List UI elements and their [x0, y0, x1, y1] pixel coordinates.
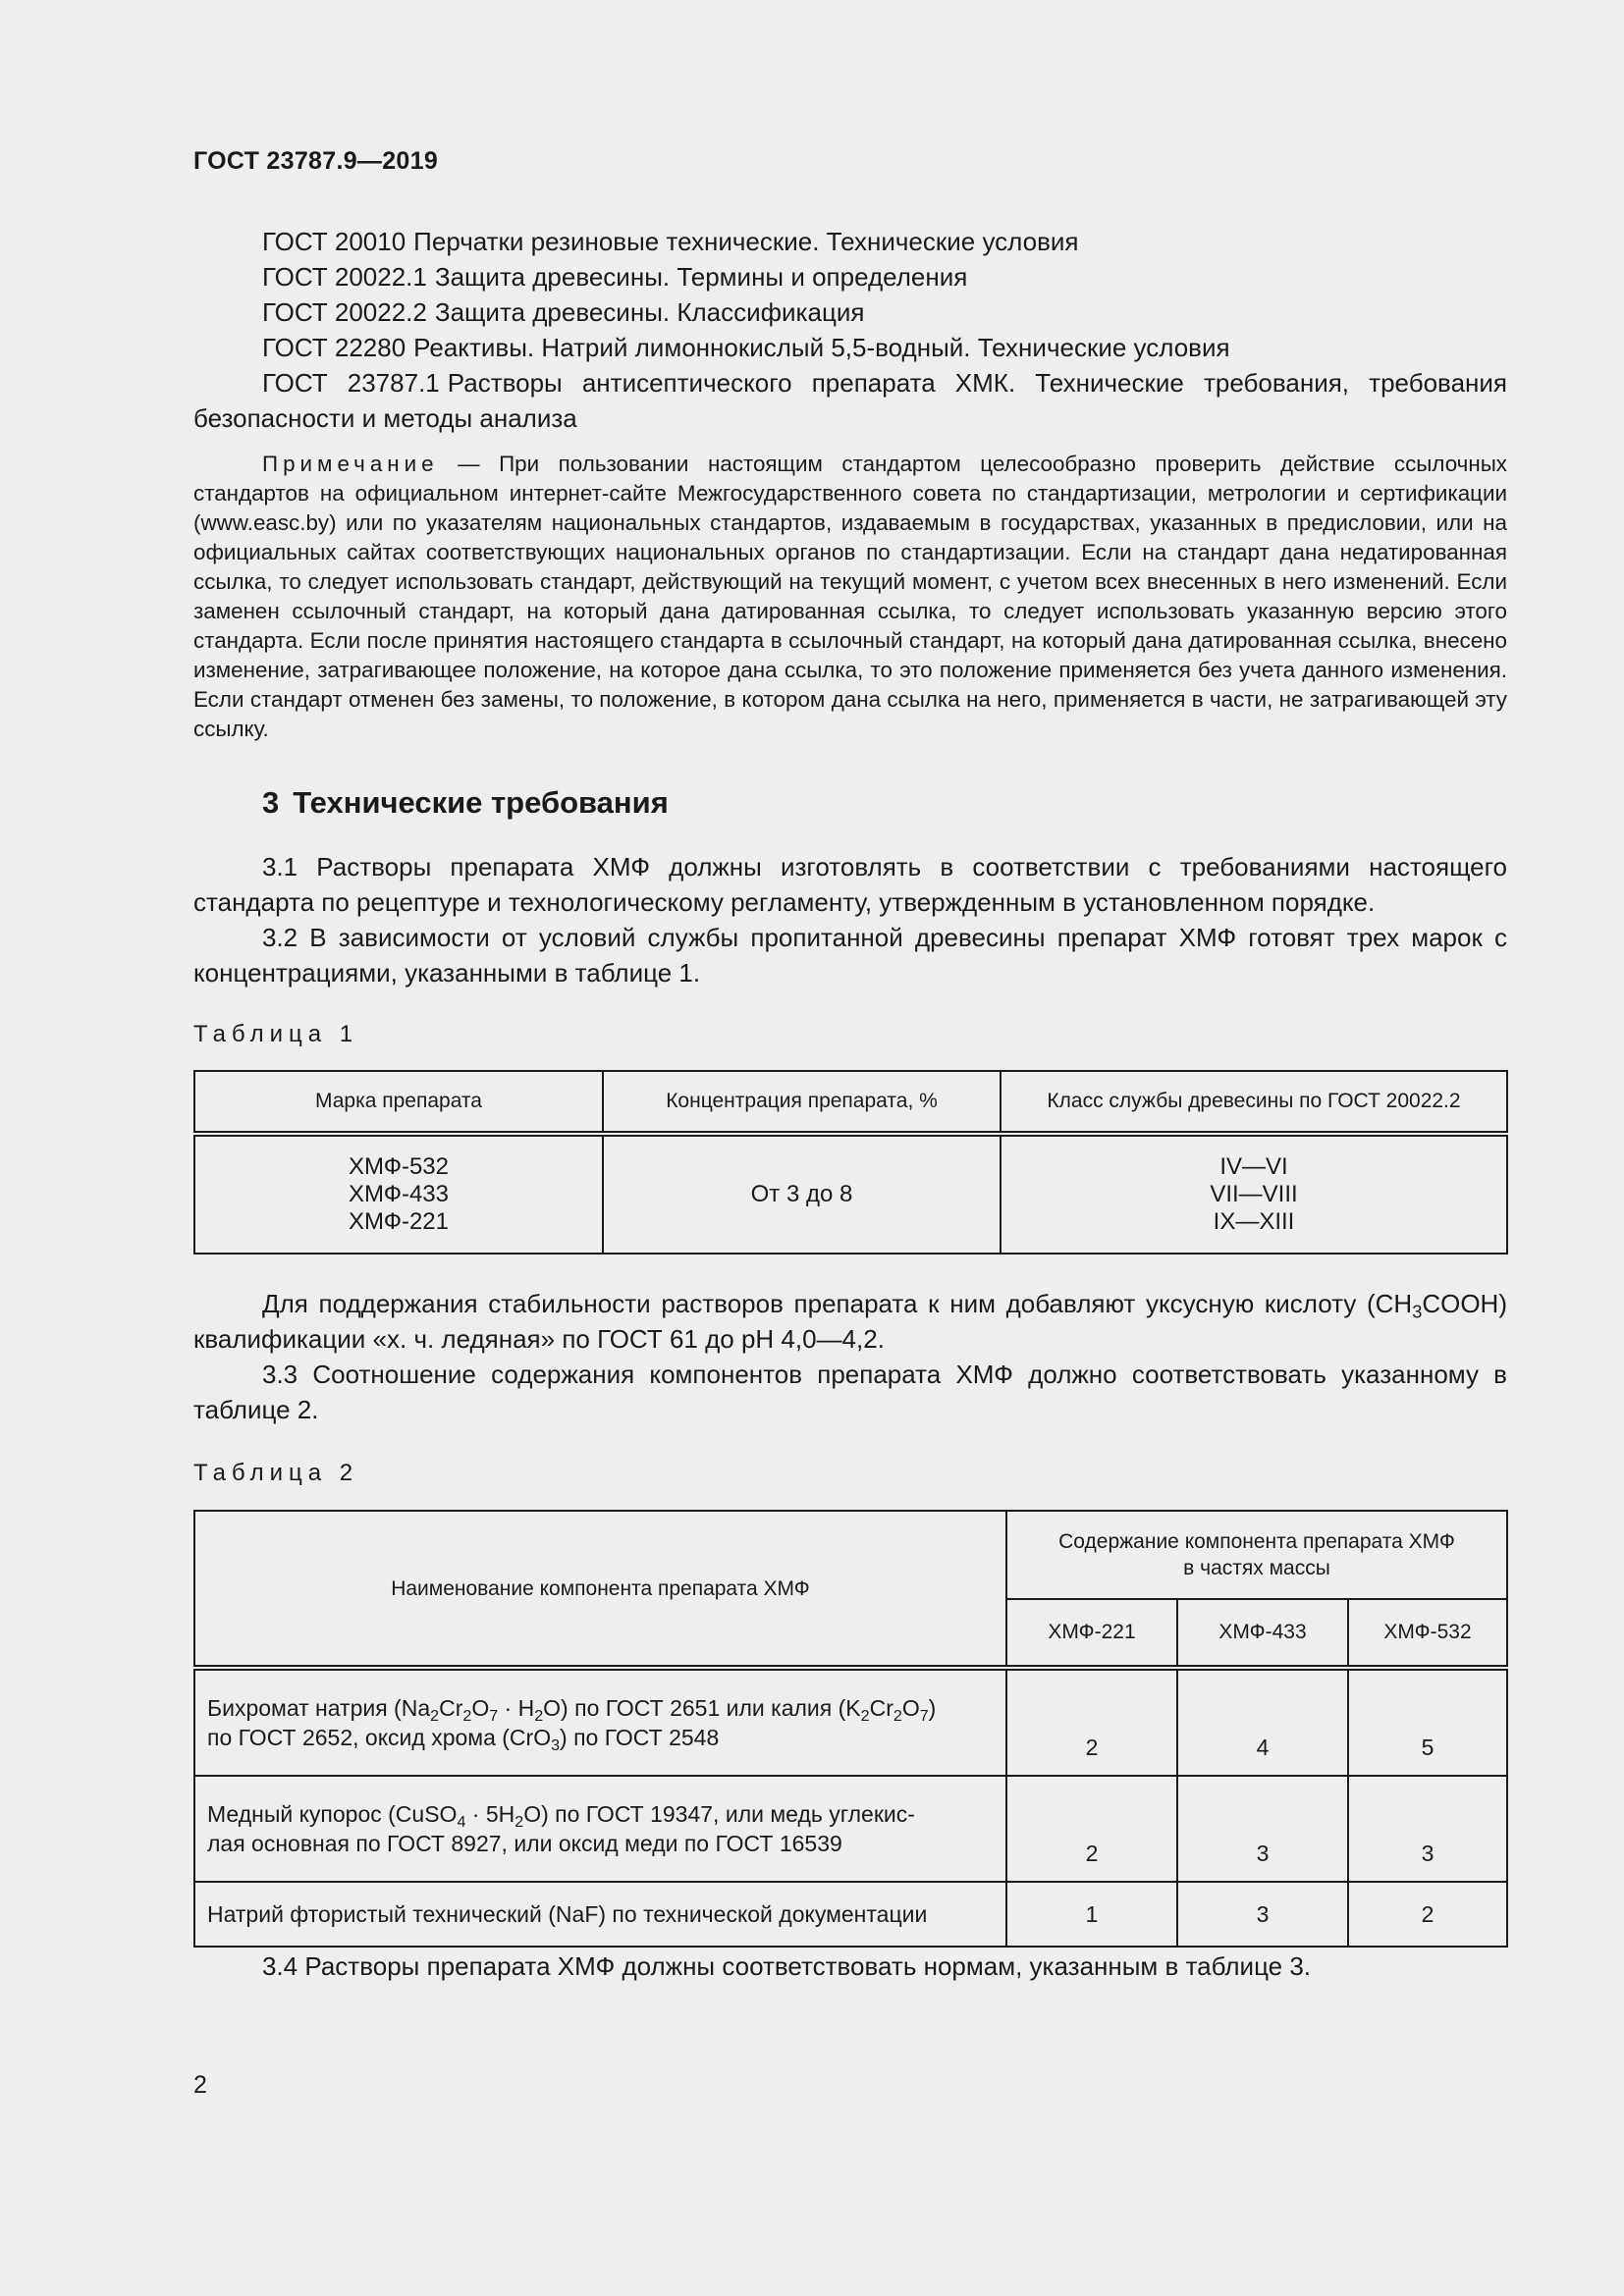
table2-value: 4 [1177, 1668, 1348, 1776]
table2-grade-header: ХМФ-221 [1006, 1599, 1177, 1668]
page-number: 2 [193, 2071, 207, 2099]
table2-header-content [1006, 1511, 1507, 1599]
reference-item [193, 294, 1507, 330]
acid-text-a: Для поддержания стабильности растворов препарата к ним добавляют уксусную кислоту (CH [262, 1289, 1413, 1318]
table2-grade-header: ХМФ-532 [1348, 1599, 1507, 1668]
table2 [193, 1510, 1508, 1948]
reference-title: Реактивы. Натрий лимоннокислый 5,5-водный. Технические условия [413, 333, 1230, 362]
table1-brand: ХМФ-433 [348, 1181, 449, 1207]
paragraph-3-3: 3.3 Соотношение содержания компонентов препарата ХМФ должно соответствовать указанному в таблице 2. [193, 1360, 1507, 1424]
subscript: 2 [534, 1706, 544, 1725]
table1-class: IV—VI [1219, 1153, 1288, 1180]
reference-title: Защита древесины. Классификация [434, 297, 865, 327]
table2-value: 2 [1348, 1882, 1507, 1947]
text: Медный купорос (CuSO [207, 1801, 458, 1827]
table1 [193, 1070, 1508, 1255]
reference-item [193, 365, 1507, 436]
reference-item [193, 224, 1507, 259]
table2-value: 3 [1348, 1776, 1507, 1882]
note-block [193, 450, 1507, 744]
text: · H [498, 1695, 535, 1721]
table2-component-name [194, 1882, 1006, 1947]
text: лая основная по ГОСТ 8927, или оксид меди по ГОСТ 16539 [207, 1831, 842, 1856]
table1-class: VII—VIII [1210, 1181, 1298, 1207]
text: O [901, 1695, 920, 1721]
table1-caption: Таблица 1 [193, 1021, 359, 1047]
table2-component-name [194, 1776, 1006, 1882]
reference-code: ГОСТ 23787.1 [262, 368, 440, 398]
table2-component-name [194, 1668, 1006, 1776]
table2-header-name: Наименование компонента препарата ХМФ [194, 1511, 1006, 1668]
subscript: 3 [551, 1735, 561, 1754]
reference-title: Перчатки резиновые технические. Технические условия [413, 227, 1079, 256]
reference-title: Растворы антисептического препарата ХМК. Технические требования, требования безопасности и методы анализа [193, 368, 1507, 433]
table2-value: 1 [1006, 1882, 1177, 1947]
table2-header-content-line1: Содержание компонента препарата ХМФ [1058, 1530, 1455, 1553]
table1-classes-cell [1001, 1134, 1507, 1254]
text: O) по ГОСТ 2651 или калия (K [543, 1695, 861, 1721]
table1-brands-cell [194, 1134, 603, 1254]
reference-title: Защита древесины. Термины и определения [434, 262, 968, 292]
reference-code: ГОСТ 20010 [262, 227, 406, 256]
subscript: 7 [489, 1706, 499, 1725]
reference-item [193, 259, 1507, 294]
subscript: 2 [462, 1706, 472, 1725]
table2-grade-header: ХМФ-433 [1177, 1599, 1348, 1668]
paragraph-acid [193, 1286, 1507, 1357]
reference-code: ГОСТ 20022.2 [262, 297, 427, 327]
paragraph-3-2: 3.2 В зависимости от условий службы пропитанной древесины препарат ХМФ готовят трех марок с концентрациями, указанными в таблице 1. [193, 923, 1507, 988]
paragraph-3-1: 3.1 Растворы препарата ХМФ должны изготовлять в соответствии с требованиями настоящего стандарта по рецептуре и технологическому регламенту, утвержденным в установленном порядке. [193, 852, 1507, 917]
table2-value: 2 [1006, 1776, 1177, 1882]
acid-subscript: 3 [1412, 1302, 1423, 1322]
table2-value: 2 [1006, 1668, 1177, 1776]
subscript: 4 [457, 1812, 466, 1831]
text: ) по ГОСТ 2548 [560, 1725, 720, 1750]
subscript: 2 [860, 1706, 870, 1725]
table2-value: 5 [1348, 1668, 1507, 1776]
page-header-doc-id: ГОСТ 23787.9—2019 [193, 147, 439, 175]
table1-brand: ХМФ-221 [348, 1208, 449, 1235]
section-title: Технические требования [293, 785, 669, 820]
reference-code: ГОСТ 22280 [262, 333, 406, 362]
normative-references [193, 224, 1507, 436]
reference-item [193, 330, 1507, 365]
table1-concentration-cell: От 3 до 8 [603, 1134, 1001, 1254]
subscript: 2 [893, 1706, 902, 1725]
reference-code: ГОСТ 20022.1 [262, 262, 427, 292]
table1-header-brand: Марка препарата [194, 1071, 603, 1134]
paragraph-3-4: 3.4 Растворы препарата ХМФ должны соответствовать нормам, указанным в таблице 3. [262, 1951, 1312, 1981]
subscript: 2 [514, 1812, 524, 1831]
subscript: 7 [919, 1706, 929, 1725]
text: ) [928, 1695, 937, 1721]
table1-header-concentration: Концентрация препарата, % [603, 1071, 1001, 1134]
table2-header-content-line2: в частях массы [1183, 1557, 1330, 1579]
note-text: — При пользовании настоящим стандартом целесообразно проверить действие ссылочных стандартов на официальном интернет-сайте Межгосударственного совета по стандартизации, метрологии и сертификации (www.easc.by) или по указателям национальных стандартов, издаваемым в государствах, указанных в предисловии, или на официальных сайтах соответствующих национальных органов по стандартизации. Если на стандарт дана недатированная ссылка, то следует использовать стандарт, действующий на текущий момент, с учетом всех внесенных в него изменений. Если заменен ссылочный стандарт, на который дана датированная ссылка, то следует использовать указанную версию этого стандарта. Если после принятия настоящего стандарта в ссылочный стандарт, на который дана датированная ссылка, внесено изменение, затрагивающее положение, на которое дана ссылка, то это положение применяется без учета данного изменения. Если стандарт отменен без замены, то положение, в котором дана ссылка на него, применяется в части, не затрагивающей эту ссылку. [193, 452, 1508, 741]
text: Cr [869, 1695, 893, 1721]
text: Cr [439, 1695, 463, 1721]
text: Бихромат натрия (Na [207, 1695, 431, 1721]
acid-text-b: COOH) квалификации «х. ч. ледяная» по ГОСТ 61 до рН 4,0—4,2. [193, 1289, 1507, 1354]
text: Натрий фтористый технический (NaF) по технической документации [207, 1901, 928, 1927]
table1-class: IX—XIII [1213, 1208, 1295, 1235]
section-heading [262, 785, 669, 821]
text: по ГОСТ 2652, оксид хрома (CrO [207, 1725, 552, 1750]
text: O) по ГОСТ 19347, или медь углекис- [523, 1801, 915, 1827]
text: · 5H [465, 1801, 515, 1827]
note-label: Примечание [262, 452, 439, 476]
text: O [471, 1695, 490, 1721]
section-number: 3 [262, 785, 280, 820]
table2-value: 3 [1177, 1882, 1348, 1947]
table2-value: 3 [1177, 1776, 1348, 1882]
table2-caption: Таблица 2 [193, 1460, 359, 1486]
subscript: 2 [430, 1706, 440, 1725]
table1-header-class: Класс службы древесины по ГОСТ 20022.2 [1001, 1071, 1507, 1134]
table1-brand: ХМФ-532 [348, 1153, 449, 1180]
